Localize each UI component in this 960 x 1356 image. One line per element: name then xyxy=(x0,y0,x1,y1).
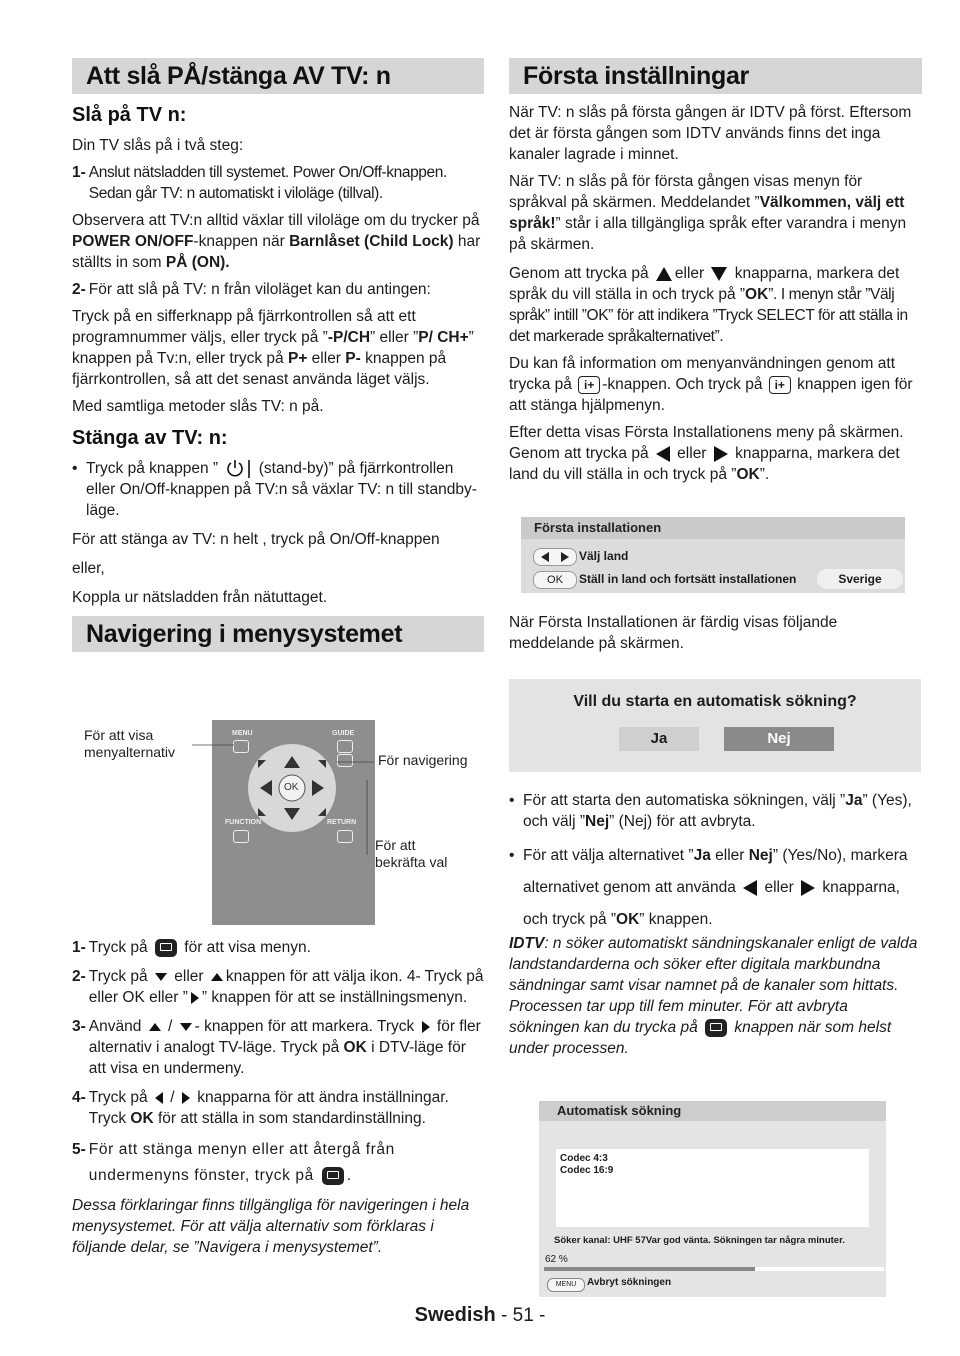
subheading-power-off: Stänga av TV: n: xyxy=(72,427,228,449)
info-icon: i+ xyxy=(769,376,791,394)
nav-step-5: 5- För att stänga menyn eller att återgå från undermenyns fönster, tryck på . xyxy=(72,1141,395,1184)
nav-step-2: 2- Tryck på eller knappen för att välja ikon. 4- Tryck på eller OK eller ” ” knappen för att se inställningsmenyn. xyxy=(72,968,484,1006)
arrow-down-icon xyxy=(155,973,167,981)
dialog-title: Automatisk sökning xyxy=(557,1103,682,1118)
section-title-first-setup: Första inställningar xyxy=(509,58,922,94)
label-confirm: För att bekräfta val xyxy=(375,837,448,870)
arrow-right-icon xyxy=(182,1092,190,1104)
step-2 xyxy=(72,279,484,300)
info-icon: i+ xyxy=(578,376,600,394)
progress-percent: 62 % xyxy=(545,1254,568,1265)
arrow-left-icon xyxy=(743,880,757,896)
yes-button[interactable]: Ja xyxy=(619,727,699,751)
first-setup-p1: När TV: n slås på första gången är IDTV på först. Eftersom det är första gången som IDTV används finns det inga kanaler lagrade i minnet. xyxy=(509,104,912,163)
language-label: Swedish xyxy=(414,1304,496,1326)
step-1 xyxy=(72,162,484,204)
left-column xyxy=(72,58,484,652)
arrow-up-icon xyxy=(149,1023,161,1031)
arrow-down-icon xyxy=(180,1023,192,1031)
label-show-menu: För att visa menyalternativ xyxy=(84,727,176,760)
standby-bullet: • Tryck på knappen ” (stand-by)” på fjärrkontrollen eller On/Off-knappen på TV:n så växlar TV: n till standby-läge. xyxy=(72,460,477,519)
page-footer xyxy=(0,1304,960,1327)
navigation-steps xyxy=(72,937,484,1264)
arrow-down-icon xyxy=(711,267,727,281)
select-country-label: Välj land xyxy=(579,549,629,563)
bullet-choose: • För att välja alternativet ”Ja eller Nej” (Yes/No), markera alternativet genom att använda eller knapparna, och tryck på ”OK” knappen. xyxy=(509,847,908,928)
nav-step-3: 3- Använd / - knappen för att markera. Tryck för fler alternativ i analogt TV-läge. Tryck på OK i DTV-läge för att visa en undermeny. xyxy=(72,1018,481,1077)
left-right-arrows-icon xyxy=(533,548,577,566)
arrow-left-icon xyxy=(155,1092,163,1104)
arrow-right-icon xyxy=(191,992,199,1004)
arrow-left-icon xyxy=(656,446,670,462)
section-title-power: Att slå PÅ/stänga AV TV: n xyxy=(72,58,484,94)
section-title-navigation: Navigering i menysystemet xyxy=(72,616,484,652)
set-country-label: Ställ in land och fortsätt installationen xyxy=(579,572,797,586)
menu-key-label: MENU xyxy=(232,730,253,737)
turn-off-text: För att stänga av TV: n helt , tryck på On/Off-knappen xyxy=(72,531,440,548)
menu-icon xyxy=(705,1019,727,1037)
unplug-text: Koppla ur nätsladden från nätuttaget. xyxy=(72,589,328,606)
idtv-paragraph: IDTV: n söker automatiskt sändningskanaler enligt de valda landstandarderna och söker efter digitala markbundna sändningar samt visar namnet på de kanaler som hittats. Processen tar upp till fem minuter. För att avbryta sökningen kan du trycka på knappen när som helst under processen. xyxy=(509,935,918,1057)
no-button[interactable]: Nej xyxy=(724,727,834,751)
progress-fill xyxy=(544,1267,755,1271)
guide-key-label: GUIDE xyxy=(332,730,355,737)
ok-key-label: OK xyxy=(284,782,299,793)
step-text: Anslut nätsladden till systemet. Power On/Off-knappen. Sedan går TV: n automatiskt i viloläge (tillval). xyxy=(88,164,447,202)
first-setup-p5: Efter detta visas Första Installationens meny på skärmen. Genom att trycka på eller knapparna, markera det land du vill ställa in och tryck på ”OK”. xyxy=(509,424,904,483)
or-text: eller, xyxy=(72,560,105,577)
pointer-lines xyxy=(72,700,484,925)
arrow-right-icon xyxy=(714,446,728,462)
search-status: Söker kanal: UHF 57Var god vänta. Sökningen tar några minuter. xyxy=(554,1235,845,1246)
return-key-label: RETURN xyxy=(327,819,357,826)
nav-step-4: 4- Tryck på / knapparna för att ändra inställningar. Tryck OK för att ställa in som standardinställning. xyxy=(72,1089,449,1127)
first-install-dialog xyxy=(521,517,905,593)
all-methods-text: Med samtliga metoder slås TV: n på. xyxy=(72,398,324,415)
bullet-start: • För att starta den automatiska sökningen, välj ”Ja” (Yes), och välj ”Nej” (Nej) för att avbryta. xyxy=(509,792,912,830)
codec-16-9: Codec 16:9 xyxy=(560,1165,614,1176)
arrow-right-icon xyxy=(422,1021,430,1033)
step-number: 1- xyxy=(72,164,86,181)
power-icon xyxy=(224,459,252,479)
navigation-note: Dessa förklaringar finns tillgängliga för navigeringen i hela menysystemet. För att välja alternativ som förklaras i följande delar, se ”Navigera i menysystemet”. xyxy=(72,1197,470,1256)
codec-4-3: Codec 4:3 xyxy=(560,1153,608,1164)
page-number: - 51 - xyxy=(495,1305,546,1326)
step-number: 2- xyxy=(72,281,86,298)
remote-diagram xyxy=(72,700,484,925)
country-value: Sverige xyxy=(838,572,882,586)
progress-bar xyxy=(544,1267,884,1271)
menu-key-icon: MENU xyxy=(547,1278,585,1292)
label-navigation: För navigering xyxy=(378,752,468,768)
observe-text: Observera att TV:n alltid växlar till viloläge om du trycker på POWER ON/OFF-knappen när Barnlåset (Child Lock) har ställts in som PÅ (ON). xyxy=(72,212,481,271)
intro-text: Din TV slås på i två steg: xyxy=(72,137,244,154)
result-area xyxy=(635,1149,869,1227)
dialog-title: Första installationen xyxy=(534,520,662,535)
arrow-up-icon xyxy=(211,973,223,981)
right-column xyxy=(509,58,922,491)
cancel-search-label: Avbryt sökningen xyxy=(587,1277,672,1288)
menu-icon xyxy=(155,939,177,957)
first-setup-p3: Genom att trycka på eller knapparna, markera det språk du vill ställa in och tryck på ”OK”. I menyn står ”Välj språk” intill ”OK” för att indikera ”Tryck SELECT för att ställa in det markerade språkalternativet”. xyxy=(509,265,908,345)
question-text: Vill du starta en automatisk sökning? xyxy=(573,693,857,710)
auto-search-bullets xyxy=(509,790,922,944)
auto-search-dialog xyxy=(539,1101,886,1297)
nav-step-1: 1- Tryck på för att visa menyn. xyxy=(72,939,311,956)
arrow-up-icon xyxy=(656,267,672,281)
menu-icon xyxy=(322,1167,344,1185)
step-text: För att slå på TV: n från viloläget kan du antingen: xyxy=(88,281,431,298)
ok-key-icon: OK xyxy=(533,571,577,589)
auto-search-question-dialog xyxy=(509,679,921,772)
press-text: Tryck på en sifferknapp på fjärrkontrollen så att ett programnummer väljs, eller tryck på ”-P/CH” eller ”P/ CH+” knappen på Tv:n, eller tryck på P+ eller P- knappen på fjärrkontrollen, så att det senast använda läget väljs. xyxy=(72,308,474,388)
first-install-done-text: När Första Installationen är färdig visas följande meddelande på skärmen. xyxy=(509,614,838,652)
subheading-power-on: Slå på TV n: xyxy=(72,104,187,126)
country-selector[interactable] xyxy=(817,569,903,589)
first-setup-p2: När TV: n slås på för första gången visas menyn för språkval på skärmen. Meddelandet ”Välkommen, välj ett språk!” står i alla tillgängliga språk efter varandra i menyn på skärmen. xyxy=(509,173,907,253)
first-setup-p4: Du kan få information om menyanvändningen genom att trycka på i+ -knappen. Och tryck på i+ knappen igen för att stänga hjälpmenyn. xyxy=(509,355,913,414)
function-key-label: FUNCTION xyxy=(225,819,262,826)
arrow-right-icon xyxy=(801,880,815,896)
